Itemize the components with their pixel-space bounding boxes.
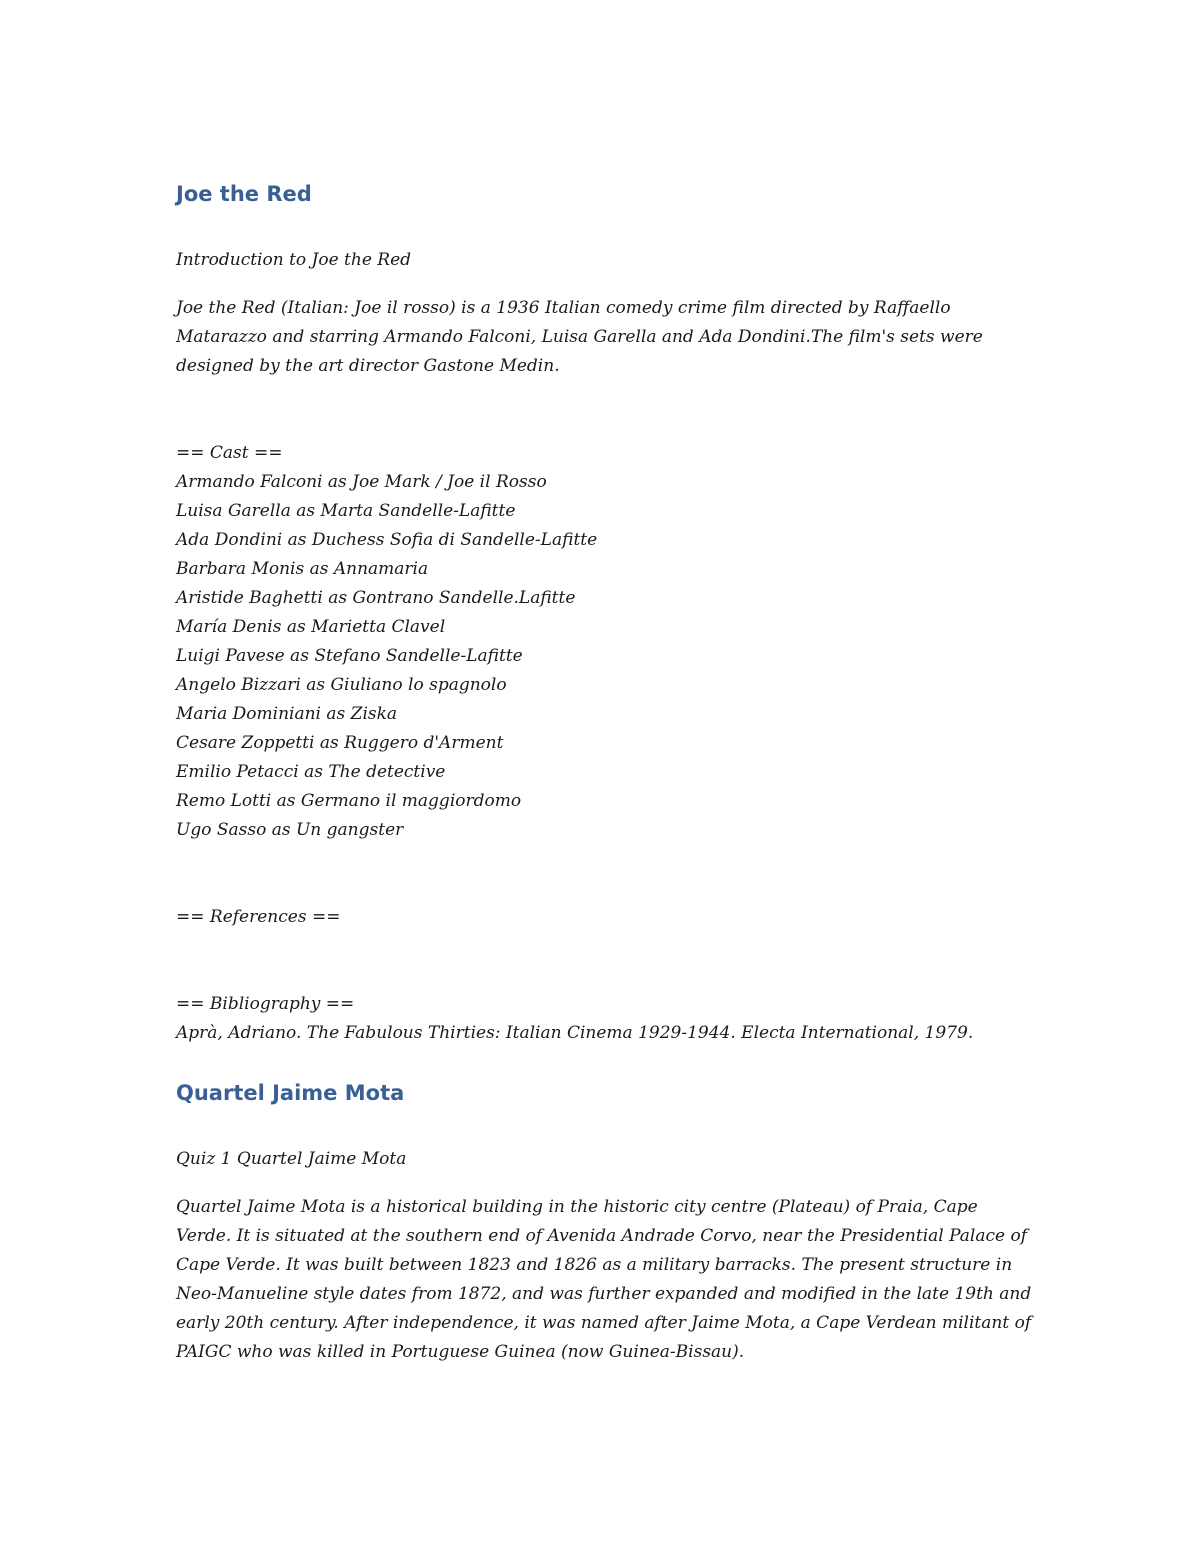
quartel-paragraph: Quartel Jaime Mota is a historical building in the historic city centre (Plateau) of Praia, Cape Verde. It is situated at the southern end of Avenida Andrade Corvo, near the Presidential Palace of Cape Verde. It was built between 1823 and 1826 as a military barracks. The present structure in Neo-Manueline style dates from 1872, and was further expanded and modified in the late 19th and early 20th century. After independence, it was named after Jaime Mota, a Cape Verdean militant of PAIGC who was killed in Portuguese Guinea (now Guinea-Bissau). (176, 1197, 1032, 1362)
cast-item: Ugo Sasso as Un gangster (176, 820, 404, 840)
cast-item: Luigi Pavese as Stefano Sandelle-Lafitte (176, 646, 523, 666)
cast-item: Emilio Petacci as The detective (176, 762, 446, 782)
cast-item: Ada Dondini as Duchess Sofia di Sandelle-Lafitte (176, 530, 598, 550)
cast-item: Barbara Monis as Annamaria (176, 559, 429, 579)
bibliography-entry: Aprà, Adriano. The Fabulous Thirties: Italian Cinema 1929-1944. Electa International, 1979. (176, 1023, 974, 1043)
cast-item: Maria Dominiani as Ziska (176, 704, 398, 724)
section-title-joe-the-red: Joe the Red (176, 182, 312, 206)
cast-heading: == Cast == (176, 443, 283, 463)
section-title-quartel-jaime-mota: Quartel Jaime Mota (176, 1081, 405, 1105)
cast-item: Armando Falconi as Joe Mark / Joe il Rosso (176, 472, 547, 492)
bibliography-heading: == Bibliography == (176, 994, 355, 1014)
cast-item: Cesare Zoppetti as Ruggero d'Arment (176, 733, 504, 753)
section-subtitle: Introduction to Joe the Red (176, 250, 412, 270)
cast-item: Aristide Baghetti as Gontrano Sandelle.Lafitte (176, 588, 576, 608)
intro-paragraph: Joe the Red (Italian: Joe il rosso) is a 1936 Italian comedy crime film directed by Raffaello Matarazzo and starring Armando Falconi, Luisa Garella and Ada Dondini.The film's sets were designed by the art director Gastone Medin. (176, 298, 983, 376)
references-heading: == References == (176, 907, 341, 927)
cast-item: María Denis as Marietta Clavel (176, 617, 446, 637)
cast-item: Luisa Garella as Marta Sandelle-Lafitte (176, 501, 516, 521)
section-subtitle: Quiz 1 Quartel Jaime Mota (176, 1149, 407, 1169)
cast-list (176, 468, 1036, 845)
cast-item: Remo Lotti as Germano il maggiordomo (176, 791, 522, 811)
document-content (176, 176, 1036, 1367)
cast-item: Angelo Bizzari as Giuliano lo spagnolo (176, 675, 507, 695)
